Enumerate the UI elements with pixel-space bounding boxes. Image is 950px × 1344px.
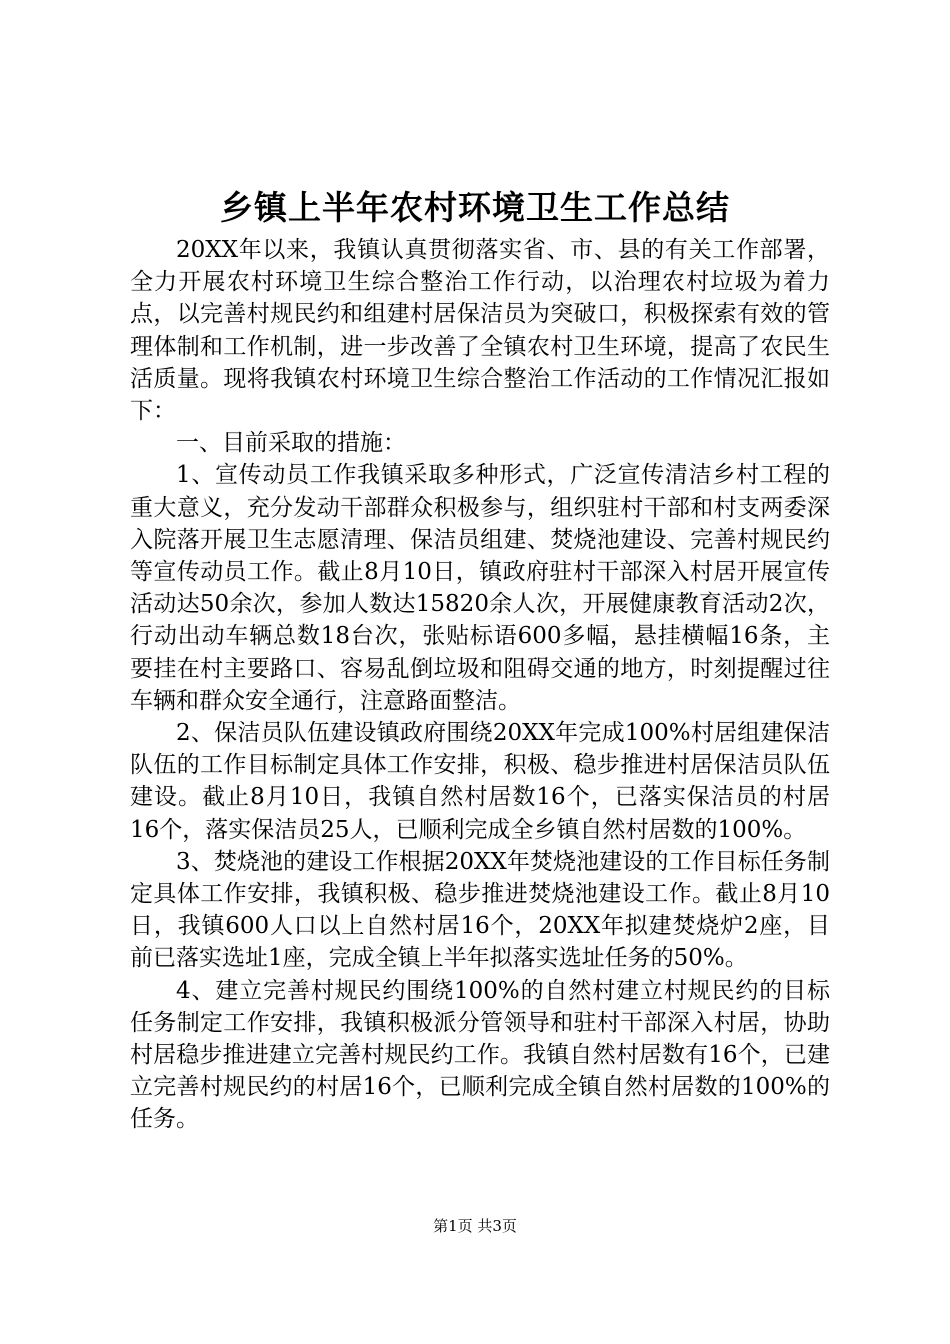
- paragraph-item-1: 1、宣传动员工作我镇采取多种形式，广泛宣传清洁乡村工程的重大意义，充分发动干部群众积极参与，组织驻村干部和村支两委深入院落开展卫生志愿清理、保洁员组建、焚烧池建设、完善村规民约等宣传动员工作。截止8月10日，镇政府驻村干部深入村居开展宣传活动达50余次，参加人数达15820余人次，开展健康教育活动2次，行动出动车辆总数18台次，张贴标语600多幅，悬挂横幅16条，主要挂在村主要路口、容易乱倒垃圾和阻碍交通的地方，时刻提醒过往车辆和群众安全通行，注意路面整洁。: [130, 462, 830, 714]
- section-heading: 一、目前采取的措施：: [176, 430, 406, 457]
- document-body: [130, 234, 830, 1136]
- paragraph-item-4: 4、建立完善村规民约围绕100%的自然村建立村规民约的目标任务制定工作安排，我镇积极派分管领导和驻村干部深入村居，协助村居稳步推进建立完善村规民约工作。我镇自然村居数有16个，已建立完善村规民约的村居16个，已顺利完成全镇自然村居数的100%的任务。: [130, 977, 830, 1133]
- page-number: 第1页 共3页: [433, 1217, 517, 1235]
- paragraph-item-2: 2、保洁员队伍建设镇政府围绕20XX年完成100%村居组建保洁队伍的工作目标制定具体工作安排，积极、稳步推进村居保洁员队伍建设。截止8月10日，我镇自然村居数16个，已落实保洁员的村居16个，落实保洁员25人，已顺利完成全乡镇自然村居数的100%。: [130, 720, 830, 843]
- paragraph-intro: 20XX年以来，我镇认真贯彻落实省、市、县的有关工作部署，全力开展农村环境卫生综合整治工作行动，以治理农村垃圾为着力点，以完善村规民约和组建村居保洁员为突破口，积极探索有效的管理体制和工作机制，进一步改善了全镇农村卫生环境，提高了农民生活质量。现将我镇农村环境卫生综合整治工作活动的工作情况汇报如下：: [130, 237, 830, 425]
- page-title: 乡镇上半年农村环境卫生工作总结: [220, 188, 730, 227]
- paragraph-item-3: 3、焚烧池的建设工作根据20XX年焚烧池建设的工作目标任务制定具体工作安排，我镇积极、稳步推进焚烧池建设工作。截止8月10日，我镇600人口以上自然村居16个，20XX年拟建焚烧炉2座，目前已落实选址1座，完成全镇上半年拟落实选址任务的50%。: [130, 848, 830, 972]
